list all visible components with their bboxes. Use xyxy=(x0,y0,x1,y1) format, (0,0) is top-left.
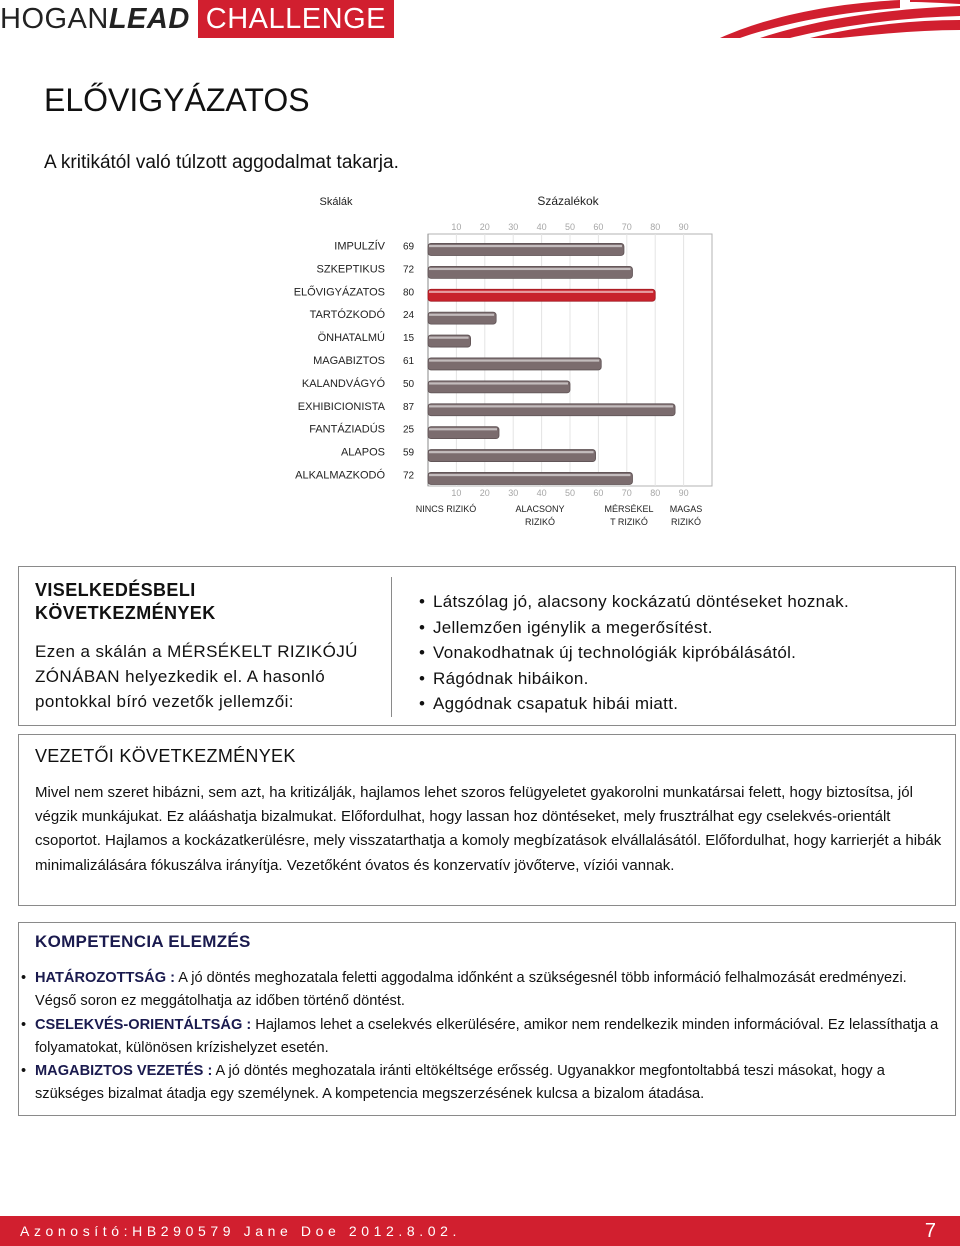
competency-title: KOMPETENCIA ELEMZÉS xyxy=(35,932,251,951)
x-tick-label-bottom: 40 xyxy=(536,488,547,498)
behaviour-bullet: • Aggódnak csapatuk hibái miatt. xyxy=(419,691,849,717)
bar-highlight-stripe xyxy=(429,451,594,453)
zone-label-high-line1: MAGAS xyxy=(669,504,703,514)
bullet-dot-icon: • xyxy=(21,970,27,986)
leadership-section xyxy=(18,734,956,906)
competency-text: Hajlamos lehet a cselekvés elkerülésére, amikor nem rendelkezik minden információval. Ez lelassíthatja a folyamatokat, különösen krízishelyzet esetén. xyxy=(35,1016,939,1056)
zone-label-moderate-line1: MÉRSÉKEL xyxy=(604,504,654,514)
x-tick-label-top: 50 xyxy=(564,222,576,232)
competency-term: CSELEKVÉS-ORIENTÁLTSÁG : xyxy=(35,1016,252,1033)
x-tick-label-bottom: 90 xyxy=(678,488,689,498)
behaviour-bullet: • Látszólag jó, alacsony kockázatú döntéseket hoznak. xyxy=(419,589,849,615)
x-tick-label-bottom: 10 xyxy=(451,488,462,498)
chart-header-percent: Százalékok xyxy=(537,194,599,208)
bar-highlight-stripe xyxy=(429,268,630,270)
page-subtitle: A kritikától való túlzott aggodalmat takarja. xyxy=(44,152,399,173)
scale-value-label: 61 xyxy=(403,355,415,367)
zone-label-none: NINCS RIZIKÓ xyxy=(415,504,477,514)
scale-label: KALANDVÁGYÓ xyxy=(301,377,385,390)
bar-highlight-stripe xyxy=(429,337,469,339)
bar-highlight-stripe xyxy=(429,405,673,407)
header xyxy=(0,0,960,38)
competency-list xyxy=(21,967,947,1107)
brand-part-lead: LEAD xyxy=(108,2,190,35)
behaviour-bullet: • Rágódnak hibáikon. xyxy=(419,666,849,692)
zone-label-low-line1: ALACSONY xyxy=(515,504,565,514)
competency-text: A jó döntés meghozatala feletti aggodalma időnként a szükségesnél több információ felhalmozását eredményezi. Végső soron ez meggátolhatja az időben történő döntést. xyxy=(35,970,907,1010)
behaviour-bullet: • Vonakodhatnak új technológiák kipróbálásától. xyxy=(419,640,849,666)
x-tick-label-top: 60 xyxy=(593,222,604,232)
bar-highlight-stripe xyxy=(429,474,630,476)
brand-logo xyxy=(0,0,394,38)
x-tick-label-top: 30 xyxy=(508,222,519,232)
x-tick-label-top: 70 xyxy=(621,222,632,232)
bullet-dot-icon: • xyxy=(21,1016,27,1033)
scale-label: MAGABIZTOS xyxy=(313,354,385,367)
chart-header-scales: Skálák xyxy=(319,196,353,208)
competency-item xyxy=(21,1060,947,1107)
zone-label-moderate-line2: T RIZIKÓ xyxy=(610,517,648,527)
bullet-dot-icon: • xyxy=(21,1063,27,1080)
bar-highlight-stripe xyxy=(429,314,494,316)
bar-highlight-stripe xyxy=(429,359,599,361)
x-tick-label-bottom: 80 xyxy=(650,488,661,498)
x-tick-label-top: 40 xyxy=(536,222,547,232)
percentile-bar-chart xyxy=(280,184,720,530)
scale-value-label: 15 xyxy=(403,333,415,345)
scale-value-label: 24 xyxy=(403,310,415,322)
scale-value-label: 87 xyxy=(403,401,415,413)
scale-label: ELŐVIGYÁZATOS xyxy=(293,286,385,299)
scale-value-label: 50 xyxy=(403,378,415,390)
bar-highlight-stripe xyxy=(429,245,622,247)
x-tick-label-bottom: 30 xyxy=(508,488,519,498)
bar-highlight-stripe xyxy=(429,382,568,384)
brand-part-challenge: CHALLENGE xyxy=(198,0,394,38)
x-tick-label-top: 90 xyxy=(678,222,689,232)
scale-label: EXHIBICIONISTA xyxy=(297,400,385,413)
competency-section xyxy=(18,922,956,1116)
scale-value-label: 72 xyxy=(403,264,415,276)
competency-item xyxy=(21,1014,947,1061)
scale-label: ÖNHATALMÚ xyxy=(317,332,385,345)
scale-label: ALAPOS xyxy=(340,446,385,459)
x-tick-label-bottom: 50 xyxy=(564,488,576,498)
scale-label: ALKALMAZKODÓ xyxy=(295,469,385,482)
behaviour-intro: Ezen a skálán a MÉRSÉKELT RIZIKÓJÚ ZÓNÁBAN helyezkedik el. A hasonló pontokkal bíró vezetők jellemzői: xyxy=(35,642,358,711)
page-number: 7 xyxy=(924,1220,936,1242)
behaviour-title: VISELKEDÉSBELI KÖVETKEZMÉNYEK xyxy=(35,580,216,623)
x-tick-label-top: 20 xyxy=(479,222,490,232)
brand-part-hogan: HOGAN xyxy=(0,2,109,35)
scale-value-label: 25 xyxy=(403,424,415,436)
scale-label: FANTÁZIADÚS xyxy=(309,423,385,436)
header-swoosh-decoration xyxy=(700,0,960,38)
scale-value-label: 72 xyxy=(403,470,415,482)
x-tick-label-bottom: 70 xyxy=(621,488,632,498)
competency-term: MAGABIZTOS VEZETÉS : xyxy=(35,1063,213,1080)
bar-highlight-stripe xyxy=(429,291,653,293)
competency-term: HATÁROZOTTSÁG : xyxy=(35,970,175,986)
footer-bar xyxy=(0,1216,960,1246)
behaviour-bullet-list xyxy=(419,589,849,717)
competency-text: A jó döntés meghozatala iránti eltökéltsége erősség. Ugyanakkor megfontoltabbá teszi másokat, hogy a szükséges bizalmat átadja egy személynek. A kompetencia megszerzésének kulcsa a bizalom átadása. xyxy=(35,1063,885,1103)
x-tick-label-bottom: 20 xyxy=(479,488,490,498)
footer-identifier: Azonosító:HB290579 Jane Doe 2012.8.02. xyxy=(20,1223,461,1239)
behaviour-section xyxy=(18,566,956,726)
behaviour-divider xyxy=(391,577,392,717)
bar-highlight-stripe xyxy=(429,428,497,430)
x-tick-label-top: 80 xyxy=(650,222,661,232)
scale-value-label: 69 xyxy=(403,241,415,253)
leadership-title: VEZETŐI KÖVETKEZMÉNYEK xyxy=(35,746,296,766)
scale-label: TARTÓZKODÓ xyxy=(309,309,385,322)
x-tick-label-top: 10 xyxy=(451,222,462,232)
scale-value-label: 80 xyxy=(403,287,415,299)
page-title: ELŐVIGYÁZATOS xyxy=(44,82,310,118)
scale-value-label: 59 xyxy=(403,447,415,459)
x-tick-label-bottom: 60 xyxy=(593,488,604,498)
behaviour-bullet: • Jellemzően igénylik a megerősítést. xyxy=(419,615,849,641)
zone-label-low-line2: RIZIKÓ xyxy=(524,517,556,527)
competency-item xyxy=(21,967,947,1014)
scale-label: IMPULZÍV xyxy=(334,240,385,253)
leadership-text: Mivel nem szeret hibázni, sem azt, ha kritizálják, hajlamos lehet szoros felügyeletet gyakorolni munkatársai felett, hogy biztosítsa, jól végzik munkájukat. Ez alááshatja bizalmukat. Előfordulhat, hogy lassan hoz döntéseket, mely frusztrálhat egy cselekvés-orientált csoportot. Hajlamos a kockázatkerülésre, mely visszatarthatja a komoly megbízatások elvállalásától. Előfordulhat, hogy karrierjét a hibák minimalizálására fókuszálva irányítja. Vezetőként óvatos és konzervatív jövőterve, víziói vannak. xyxy=(35,784,942,874)
scale-label: SZKEPTIKUS xyxy=(316,263,385,276)
zone-label-high-line2: RIZIKÓ xyxy=(670,517,702,527)
